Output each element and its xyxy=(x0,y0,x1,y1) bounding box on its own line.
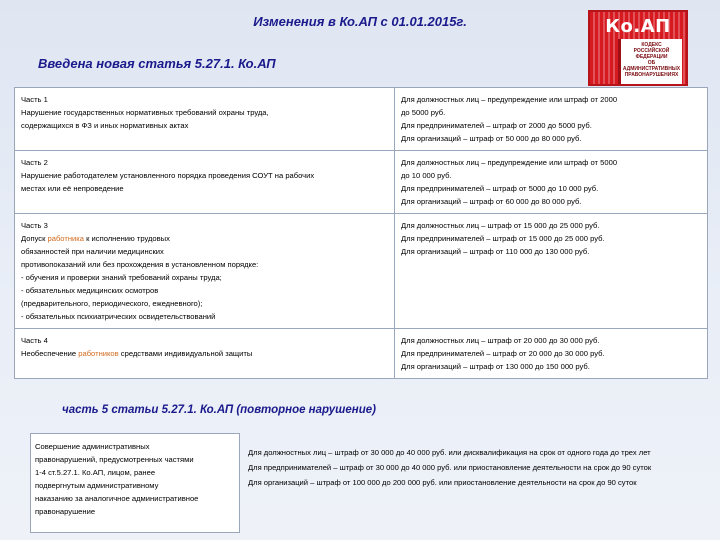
penalty-text: Для должностных лиц – штраф от 15 000 до 25 000 руб. xyxy=(401,221,600,230)
part-label: Часть 4 xyxy=(21,336,48,345)
page-title: Изменения в Ко.АП с 01.01.2015г. xyxy=(253,14,467,29)
penalty-text: Для предпринимателей – штраф от 5000 до 10 000 руб. xyxy=(401,184,599,193)
penalty-text: Для должностных лиц – штраф от 20 000 до 30 000 руб. xyxy=(401,336,600,345)
penalty-text: Для организаций – штраф от 130 000 до 150 000 руб. xyxy=(401,362,590,371)
penalty-text: до 10 000 руб. xyxy=(401,171,452,180)
logo-line: ПРАВОНАРУШЕНИЯХ xyxy=(624,72,679,78)
violation-cell xyxy=(15,88,395,151)
table-row xyxy=(15,329,708,379)
penalties-table xyxy=(14,87,708,379)
highlighted-word: работника xyxy=(47,234,84,243)
penalty-text: Для предпринимателей – штраф от 20 000 до 30 000 руб. xyxy=(401,349,605,358)
logo-line: КОДЕКС xyxy=(641,42,662,48)
repeat-penalty-text: Для предпринимателей – штраф от 30 000 до 40 000 руб. или приостановление деятельности на срок до 90 суток xyxy=(248,463,652,472)
penalty-text: до 5000 руб. xyxy=(401,108,446,117)
table-row xyxy=(15,214,708,329)
repeat-violation-text: наказанию за аналогичное административное xyxy=(35,494,199,503)
page-subtitle: Введена новая статья 5.27.1. Ко.АП xyxy=(38,56,276,71)
violation-text: местах или её непроведение xyxy=(21,184,124,193)
penalty-cell xyxy=(395,214,708,329)
logo-line: ОБ АДМИНИСТРАТИВНЫХ xyxy=(622,60,681,72)
penalty-text: Для предпринимателей – штраф от 15 000 до 25 000 руб. xyxy=(401,234,605,243)
table-row xyxy=(15,151,708,214)
repeat-violation-text: правонарушение xyxy=(35,507,96,516)
penalty-text: Для должностных лиц – предупреждение или штраф от 2000 xyxy=(401,95,618,104)
part-label: Часть 2 xyxy=(21,158,48,167)
repeat-penalty-text: Для должностных лиц – штраф от 30 000 до 40 000 руб. или дисквалификация на срок от одного года до трех лет xyxy=(248,448,651,457)
repeat-violation-text: правонарушений, предусмотренных частями xyxy=(35,455,194,464)
penalty-cell xyxy=(395,88,708,151)
repeat-violation-box xyxy=(30,433,240,533)
violation-cell xyxy=(15,329,395,379)
violation-text: Нарушение работодателем установленного порядка проведения СОУТ на рабочих xyxy=(21,171,315,180)
violation-text: Допуск работника к исполнению трудовых xyxy=(21,234,170,243)
part5-title: часть 5 статьи 5.27.1. Ко.АП (повторное нарушение) xyxy=(62,404,376,416)
penalty-text: Для организаций – штраф от 110 000 до 130 000 руб. xyxy=(401,247,590,256)
table-row xyxy=(15,88,708,151)
highlighted-word: работников xyxy=(78,349,119,358)
penalty-text: Для организаций – штраф от 50 000 до 80 000 руб. xyxy=(401,134,582,143)
penalty-text: Для организаций – штраф от 60 000 до 80 000 руб. xyxy=(401,197,582,206)
violation-cell xyxy=(15,151,395,214)
koap-logo xyxy=(588,10,688,86)
violation-text: - обучения и проверки знаний требований охраны труда; xyxy=(21,273,222,282)
repeat-violation-text: подвергнутым административному xyxy=(35,481,159,490)
logo-line: РОССИЙСКОЙ ФЕДЕРАЦИИ xyxy=(633,48,670,60)
violation-text: - обязательных психиатрических освидетельствований xyxy=(21,312,216,321)
repeat-violation-text: Совершение административных xyxy=(35,442,150,451)
logo-title: Ко.АП xyxy=(605,16,671,37)
violation-text: Необеспечение работников средствами индивидуальной защиты xyxy=(21,349,253,358)
violation-text: Нарушение государственных нормативных требований охраны труда, xyxy=(21,108,269,117)
part-label: Часть 3 xyxy=(21,221,48,230)
violation-text: обязанностей при наличии медицинских xyxy=(21,247,164,256)
violation-text: (предварительного, периодического, ежедневного); xyxy=(21,299,203,308)
violation-text: содержащихся в ФЗ и иных нормативных актах xyxy=(21,121,189,130)
violation-cell xyxy=(15,214,395,329)
repeat-violation-text: 1-4 ст.5.27.1. Ко.АП, лицом, ранее xyxy=(35,468,156,477)
penalty-text: Для предпринимателей – штраф от 2000 до 5000 руб. xyxy=(401,121,592,130)
penalty-text: Для должностных лиц – предупреждение или штраф от 5000 xyxy=(401,158,618,167)
violation-text: - обязательных медицинских осмотров xyxy=(21,286,159,295)
violation-text: противопоказаний или без прохождения в установленном порядке: xyxy=(21,260,259,269)
logo-book xyxy=(618,39,682,85)
penalty-cell xyxy=(395,151,708,214)
part-label: Часть 1 xyxy=(21,95,48,104)
penalty-cell xyxy=(395,329,708,379)
repeat-penalties xyxy=(248,447,702,492)
repeat-penalty-text: Для организаций – штраф от 100 000 до 200 000 руб. или приостановление деятельности на срок до 90 суток xyxy=(248,478,637,487)
